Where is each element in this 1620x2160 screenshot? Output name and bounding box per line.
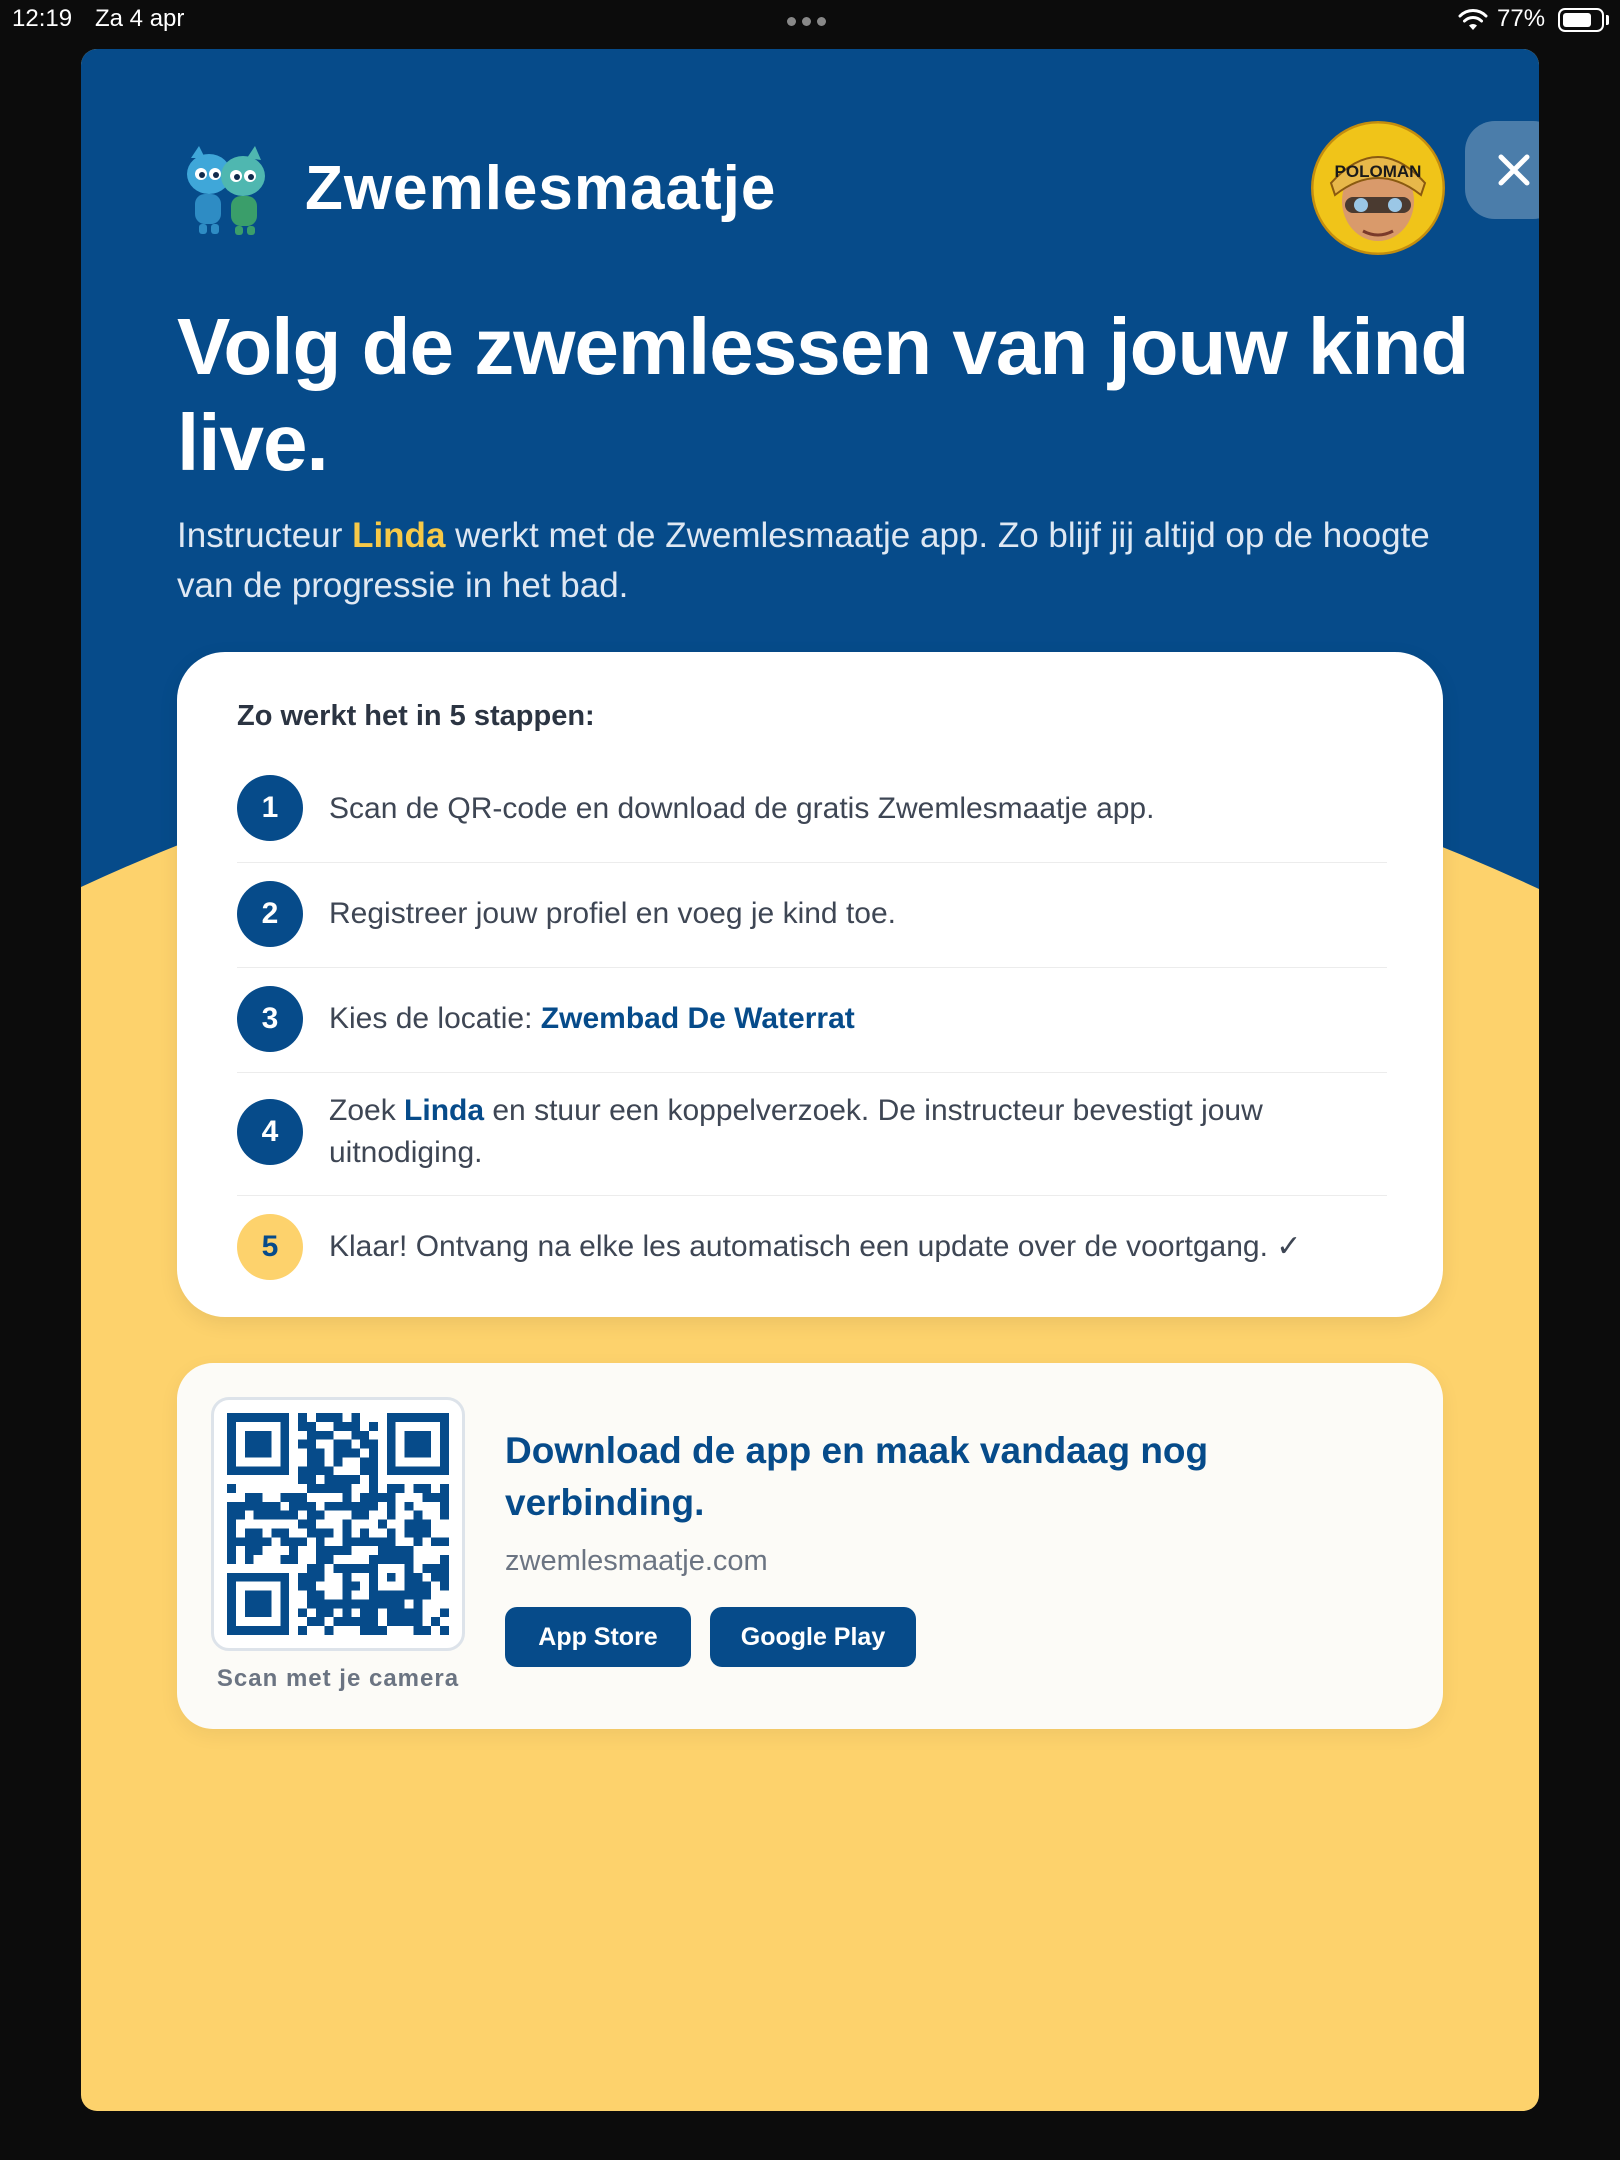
- step-text: Klaar! Ontvang na elke les automatisch een update over de voortgang. ✓: [329, 1230, 1302, 1263]
- google-play-button[interactable]: Google Play: [710, 1607, 916, 1667]
- brand-name: Zwemlesmaatje: [305, 154, 777, 223]
- steps-title: Zo werkt het in 5 stappen:: [237, 700, 595, 732]
- step-item: [237, 1196, 1387, 1296]
- mascot-logo-icon: [181, 144, 271, 236]
- step-item: [237, 1073, 1387, 1196]
- steps-card: [177, 652, 1443, 1317]
- intro-text: Instructeur Linda werkt met de Zwemlesmaatje app. Zo blijf jij altijd op de hoogte van de progressie in het bad.: [177, 516, 1430, 605]
- wifi-icon: [1458, 8, 1488, 32]
- app-store-button[interactable]: App Store: [505, 1607, 691, 1667]
- qr-code: [211, 1397, 465, 1651]
- location-name: Zwembad De Waterrat: [540, 1002, 855, 1035]
- page-title: Volg de zwemlessen van jouw kind live.: [177, 302, 1469, 487]
- status-date: Za 4 apr: [95, 5, 185, 32]
- step-number: 3: [237, 986, 303, 1052]
- battery-percentage: 77%: [1497, 5, 1546, 32]
- website-link[interactable]: zwemlesmaatje.com: [505, 1545, 768, 1577]
- onboarding-sheet: [81, 49, 1539, 2111]
- instructor-name: Linda: [404, 1094, 485, 1127]
- step-text: Zoek Linda en stuur een koppelverzoek. De instructeur bevestigt jouw uitnodiging.: [329, 1094, 1263, 1169]
- step-number: 5: [237, 1214, 303, 1280]
- instructor-name: Linda: [352, 516, 446, 555]
- battery-icon: [1558, 8, 1604, 32]
- step-item: [237, 863, 1387, 968]
- step-number: 4: [237, 1099, 303, 1165]
- download-title: Download de app en maak vandaag nog verbinding.: [505, 1430, 1209, 1523]
- avatar-label: POLOMAN: [1334, 162, 1422, 181]
- status-bar: [0, 0, 1620, 40]
- close-button[interactable]: [1465, 121, 1539, 219]
- close-icon: [1496, 152, 1532, 188]
- status-time: 12:19: [12, 5, 73, 32]
- step-item: [237, 759, 1387, 863]
- step-item: [237, 968, 1387, 1073]
- download-card: [177, 1363, 1443, 1729]
- step-text: Registreer jouw profiel en voeg je kind toe.: [329, 897, 896, 930]
- step-text: Scan de QR-code en download de gratis Zwemlesmaatje app.: [329, 792, 1155, 825]
- step-text: Kies de locatie: Zwembad De Waterrat: [329, 1002, 855, 1035]
- step-number: 2: [237, 881, 303, 947]
- qr-code-icon: [227, 1413, 449, 1635]
- qr-caption: Scan met je camera: [216, 1665, 460, 1692]
- step-number: 1: [237, 775, 303, 841]
- avatar[interactable]: [1311, 121, 1445, 255]
- multitasking-dots-icon[interactable]: [787, 13, 833, 27]
